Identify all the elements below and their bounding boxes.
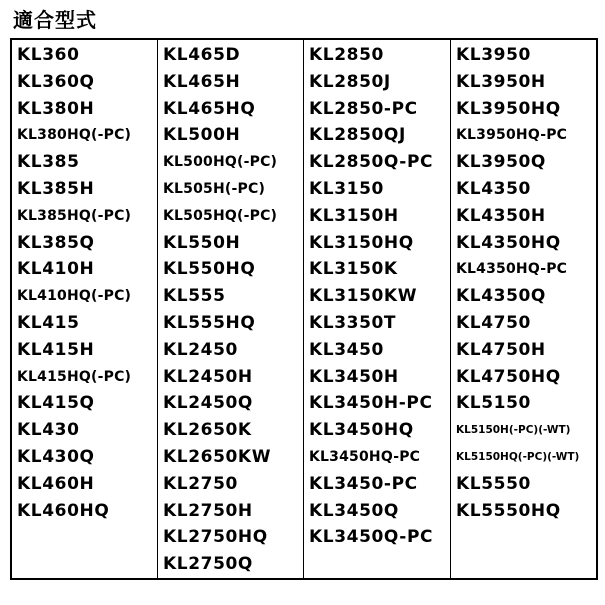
model-cell: KL2850-PC <box>309 98 418 119</box>
model-cell: KL2450Q <box>163 393 253 414</box>
model-cell: KL3150H <box>309 205 399 226</box>
model-cell: KL3450H <box>309 366 399 387</box>
model-cell: KL3950H <box>456 71 546 92</box>
model-cell: KL2450H <box>163 366 253 387</box>
model-cell: KL465HQ <box>163 98 256 119</box>
model-cell: KL380H <box>17 98 95 119</box>
model-cell: KL385Q <box>17 232 95 253</box>
model-cell: KL2850Q-PC <box>309 152 434 173</box>
model-cell: KL505HQ(-PC) <box>163 207 278 224</box>
model-cell: KL3950HQ <box>456 98 561 119</box>
model-cell: KL3450HQ-PC <box>309 448 421 465</box>
model-cell: KL460H <box>17 473 95 494</box>
model-table <box>10 38 598 580</box>
model-cell: KL360 <box>17 45 80 65</box>
model-cell: KL5150HQ(-PC)(-WT) <box>456 450 580 463</box>
model-cell: KL4750HQ <box>456 366 561 387</box>
model-cell: KL550HQ <box>163 259 256 280</box>
model-cell: KL3150KW <box>309 286 418 307</box>
model-cell: KL550H <box>163 232 241 253</box>
model-cell: KL2650K <box>163 420 252 441</box>
model-cell: KL3450HQ <box>309 420 414 441</box>
model-cell: KL3450-PC <box>309 473 418 494</box>
model-cell: KL4750H <box>456 339 546 360</box>
model-cell: KL415 <box>17 312 80 333</box>
model-column-3 <box>304 40 451 578</box>
model-cell: KL500H <box>163 125 241 146</box>
model-cell: KL465H <box>163 71 241 92</box>
model-cell: KL2750Q <box>163 554 253 575</box>
model-cell: KL3450Q <box>309 500 399 521</box>
model-cell: KL3950Q <box>456 152 546 173</box>
model-cell: KL3150 <box>309 178 384 199</box>
model-cell: KL4350H <box>456 205 546 226</box>
model-cell: KL2750 <box>163 473 238 494</box>
model-cell: KL3450 <box>309 339 384 360</box>
model-cell: KL555 <box>163 286 226 307</box>
model-cell: KL500HQ(-PC) <box>163 154 278 171</box>
model-cell: KL460HQ <box>17 500 110 521</box>
model-cell: KL3450Q-PC <box>309 527 434 548</box>
model-cell: KL410HQ(-PC) <box>17 288 132 305</box>
model-cell: KL415Q <box>17 393 95 414</box>
model-cell: KL430 <box>17 420 80 441</box>
model-cell: KL385H <box>17 178 95 199</box>
model-cell: KL380HQ(-PC) <box>17 127 132 144</box>
model-cell: KL3150K <box>309 259 398 280</box>
model-cell: KL3950HQ-PC <box>456 127 568 144</box>
model-cell: KL555HQ <box>163 312 256 333</box>
model-cell: KL4350Q <box>456 286 546 307</box>
model-column-1 <box>12 40 158 578</box>
model-cell: KL4350HQ <box>456 232 561 253</box>
model-cell: KL2850 <box>309 45 384 65</box>
model-cell: KL4350HQ-PC <box>456 261 568 278</box>
model-cell: KL3350T <box>309 312 397 333</box>
model-cell: KL415HQ(-PC) <box>17 368 132 385</box>
model-cell: KL360Q <box>17 71 95 92</box>
model-cell: KL2750HQ <box>163 527 268 548</box>
model-cell: KL385 <box>17 152 80 173</box>
model-cell: KL2750H <box>163 500 253 521</box>
model-cell: KL3450H-PC <box>309 393 433 414</box>
model-cell: KL3950 <box>456 45 531 65</box>
model-cell: KL5150H(-PC)(-WT) <box>456 424 571 437</box>
model-cell: KL2850QJ <box>309 125 406 146</box>
model-cell: KL2850J <box>309 71 391 92</box>
model-cell: KL5550 <box>456 473 531 494</box>
model-cell: KL410H <box>17 259 95 280</box>
model-cell: KL415H <box>17 339 95 360</box>
model-cell: KL505H(-PC) <box>163 180 266 197</box>
model-cell: KL3150HQ <box>309 232 414 253</box>
model-cell: KL465D <box>163 45 241 65</box>
page-title: 適合型式 <box>13 8 97 32</box>
model-cell: KL4750 <box>456 312 531 333</box>
model-cell: KL2450 <box>163 339 238 360</box>
model-cell: KL385HQ(-PC) <box>17 207 132 224</box>
model-cell: KL2650KW <box>163 446 272 467</box>
model-column-4 <box>451 40 596 578</box>
model-cell: KL5150 <box>456 393 531 414</box>
model-cell: KL5550HQ <box>456 500 561 521</box>
model-column-2 <box>158 40 304 578</box>
model-cell: KL4350 <box>456 178 531 199</box>
model-cell: KL430Q <box>17 446 95 467</box>
